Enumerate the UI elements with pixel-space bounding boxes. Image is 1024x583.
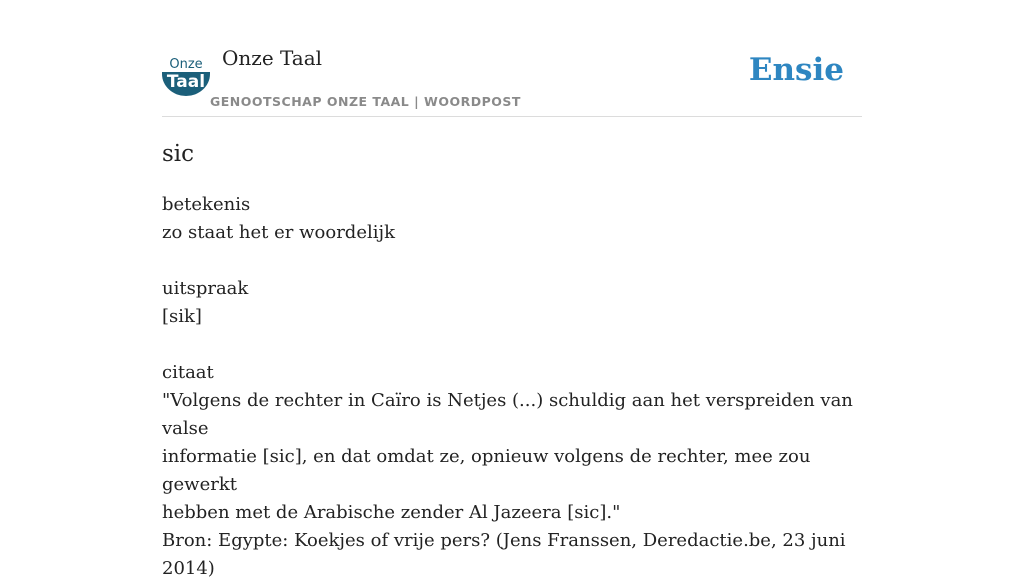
quote-label: citaat (162, 362, 214, 383)
quote-source: Bron: Egypte: Koekjes of vrije pers? (Jens Franssen, Deredactie.be, 23 juni 2014) (162, 530, 846, 579)
quote-line-3: hebben met de Arabische zender Al Jazeera [sic]." (162, 502, 621, 523)
logo-text-bottom: Taal (166, 72, 206, 92)
pronunciation-text: [sik] (162, 306, 202, 327)
quote-section (162, 359, 862, 583)
site-header (162, 40, 862, 117)
pronunciation-label: uitspraak (162, 278, 249, 299)
quote-line-1: "Volgens de rechter in Caïro is Netjes (...) schuldig aan het verspreiden van valse (162, 390, 853, 439)
meaning-section (162, 191, 862, 247)
meaning-label: betekenis (162, 194, 251, 215)
site-name[interactable]: Onze Taal (222, 46, 323, 70)
site-subtitle: GENOOTSCHAP ONZE TAAL | WOORDPOST (210, 94, 521, 109)
entry-content (162, 138, 862, 583)
onze-taal-logo[interactable] (162, 54, 210, 96)
pronunciation-section (162, 275, 862, 331)
entry-title: sic (162, 141, 195, 167)
ensie-brand-logo[interactable]: Ensie (748, 52, 844, 88)
meaning-text: zo staat het er woordelijk (162, 222, 395, 243)
quote-line-2: informatie [sic], en dat omdat ze, opnieuw volgens de rechter, mee zou gewerkt (162, 446, 811, 495)
logo-text-top: Onze (169, 57, 203, 72)
